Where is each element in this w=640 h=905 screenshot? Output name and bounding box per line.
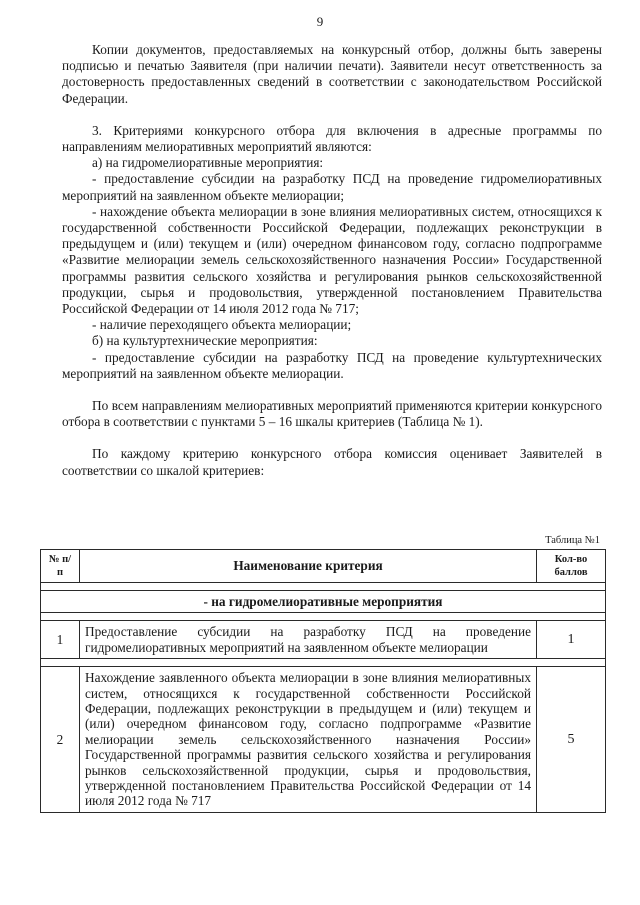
paragraph-hydro-heading: а) на гидромелиоративные мероприятия:	[92, 155, 324, 171]
page-number: 9	[316, 14, 324, 29]
paragraph-hydro-item-1: - предоставление субсидии на разработку ПСД на проведение гидромелиоративных мероприятий на заявленном объекте мелиорации;	[62, 171, 602, 203]
table-header-row	[41, 550, 606, 583]
criteria-table	[40, 549, 606, 813]
row-number: 1	[41, 621, 80, 659]
paragraph-culture-heading: б) на культуртехнические мероприятия:	[92, 333, 318, 349]
header-criterion-name: Наименование критерия	[80, 550, 537, 583]
paragraph-all-directions: По всем направлениям мелиоративных мероприятий применяются критерии конкурсного отбора в соответствии с пунктами 5 – 16 шкалы критериев (Таблица № 1).	[62, 398, 602, 430]
row-criterion-text: Нахождение заявленного объекта мелиорации в зоне влияния мелиоративных систем, относящихся к государственной собственности Российской Федерации, подлежащих реконструкции в предыдущем и (или) текущем и (или) очередном финансовом году, согласно подпрограмме «Развитие мелиорации земель сельскохозяйственного назначения России» Государственной программы развития сельского хозяйства и регулирования рынков сельскохозяйственной продукции, сырья и продовольствия, утвержденной постановлением Правительства Российской Федерации от 14 июля 2012 года № 717	[80, 667, 537, 813]
paragraph-culture-item-1: - предоставление субсидии на разработку ПСД на проведение культуртехнических мероприятий на заявленном объекте мелиорации.	[62, 349, 602, 381]
paragraph-documents: Копии документов, предоставляемых на конкурсный отбор, должны быть заверены подписью и печатью Заявителя (при наличии печати). Заявители несут ответственность за достоверность предоставленных сведений в соответствии с законодательством Российской Федерации.	[62, 42, 602, 106]
paragraph-hydro-item-3: - наличие переходящего объекта мелиорации;	[92, 317, 352, 333]
header-score: Кол-во баллов	[537, 550, 606, 583]
section-title: - на гидромелиоративные мероприятия	[41, 591, 606, 613]
row-criterion-text: Предоставление субсидии на разработку ПСД на проведение гидромелиоративных мероприятий на заявленном объекте мелиорации	[80, 621, 537, 659]
paragraph-hydro-item-2: - нахождение объекта мелиорации в зоне влияния мелиоративных систем, относящихся к государственной собственности Российской Федерации, подлежащих реконструкции в предыдущем и (или) текущем и (или) очередном финансовом году, согласно подпрограмме «Развитие мелиорации земель сельскохозяйственного назначения России» Государственной программы развития сельского хозяйства и регулирования рынков сельскохозяйственной продукции, сырья и продовольствия, утвержденной постановлением Правительства Российской Федерации от 14 июля 2012 года № 717;	[62, 203, 602, 317]
body-text	[62, 42, 602, 479]
row-score: 1	[537, 621, 606, 659]
header-number: № п/п	[41, 550, 80, 583]
table-row	[41, 621, 606, 659]
paragraph-evaluation: По каждому критерию конкурсного отбора комиссия оценивает Заявителей в соответствии со шкалой критериев:	[62, 446, 602, 478]
row-score: 5	[537, 667, 606, 813]
table-row	[41, 667, 606, 813]
table-caption: Таблица №1	[545, 535, 600, 546]
row-number: 2	[41, 667, 80, 813]
paragraph-criteria-intro: 3. Критериями конкурсного отбора для включения в адресные программы по направлениям мелиоративных мероприятий являются:	[62, 122, 602, 155]
table-section-row	[41, 591, 606, 613]
